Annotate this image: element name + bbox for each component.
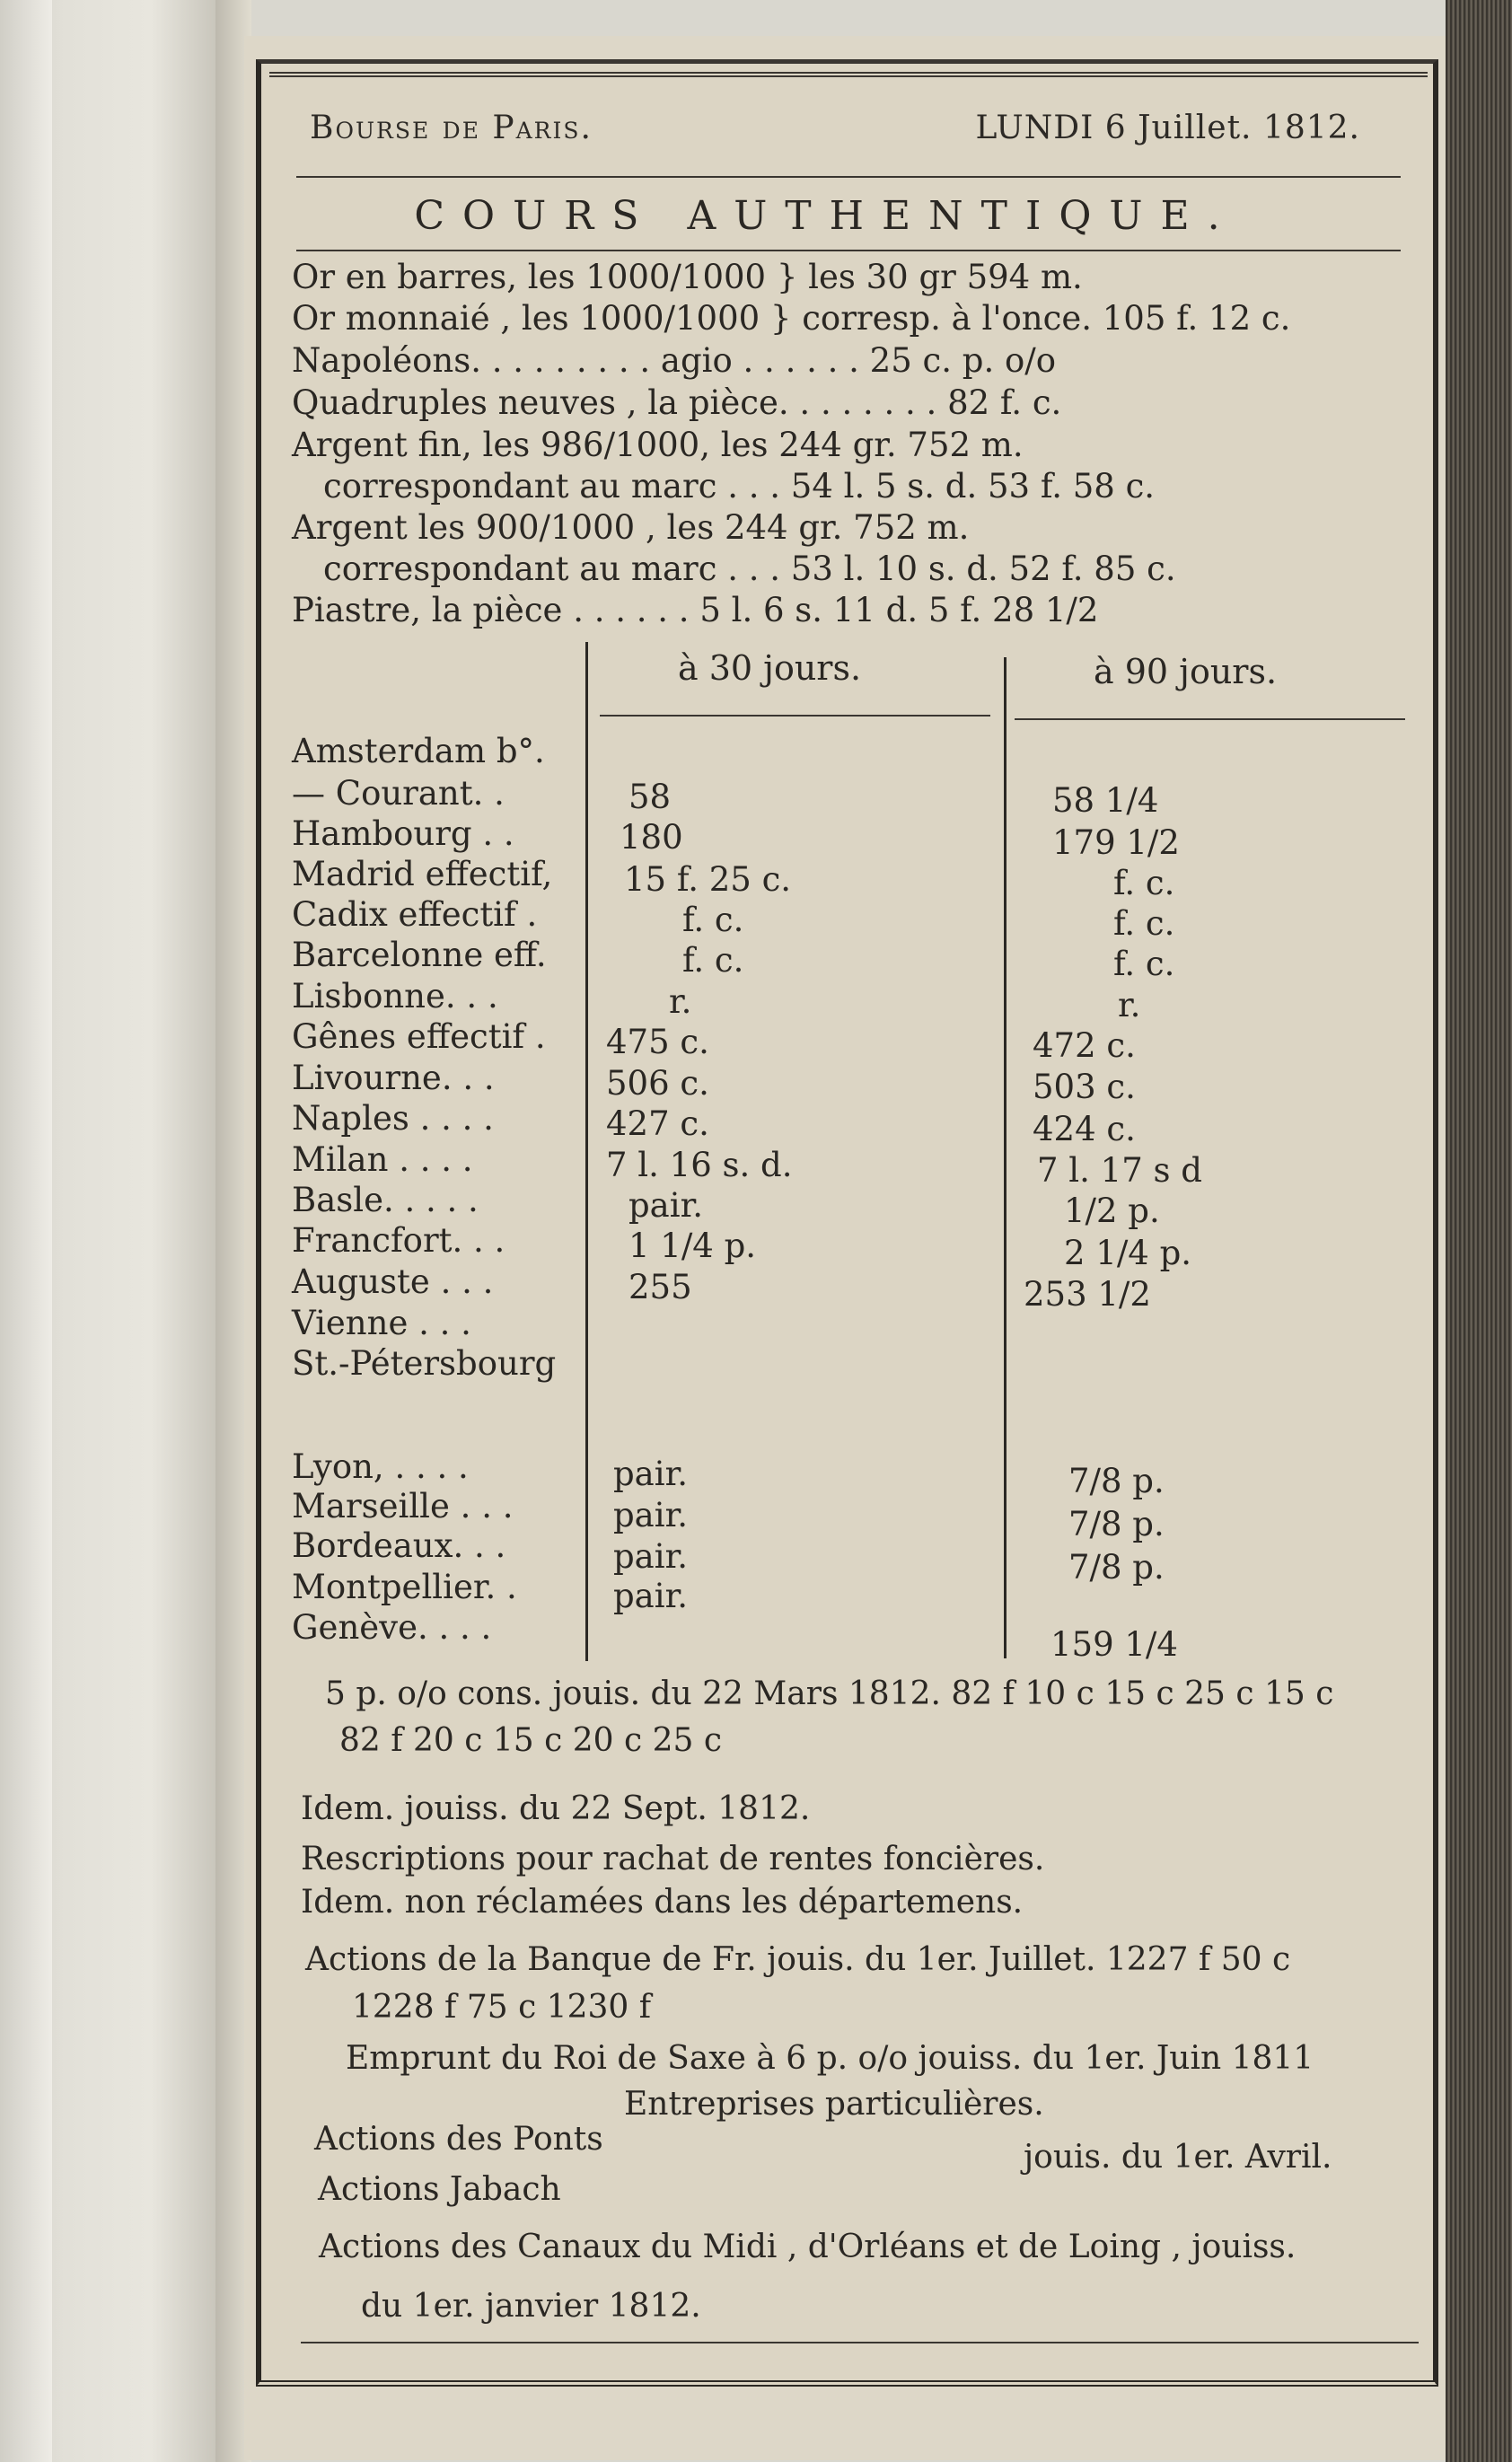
metal-line: Or en barres, les 1000/1000 } les 30 gr 594 m. xyxy=(292,258,1083,296)
rate-30-days: pair. xyxy=(613,1496,688,1534)
city-label: Marseille . . . xyxy=(292,1487,514,1526)
funds-line: Actions de la Banque de Fr. jouis. du 1er. Juillet. 1227 f 50 c xyxy=(305,1941,1291,1978)
city-label: Barcelonne eff. xyxy=(292,936,547,974)
rate-30-days: 1 1/4 p. xyxy=(629,1227,757,1265)
rate-90-days: 1/2 p. xyxy=(1064,1191,1160,1230)
rate-90-days: 253 1/2 xyxy=(1024,1275,1151,1314)
city-label: Genève. . . . xyxy=(292,1608,492,1647)
funds-line: Actions des Ponts xyxy=(314,2121,603,2158)
city-label: Lyon, . . . . xyxy=(292,1447,469,1486)
rate-30-days: f. c. xyxy=(682,901,744,939)
left-cover xyxy=(0,0,52,2462)
rate-90-days: r. xyxy=(1118,986,1141,1024)
city-label: Lisbonne. . . xyxy=(292,977,498,1016)
rate-30-days: 7 l. 16 s. d. xyxy=(606,1146,793,1184)
rate-30-days: 180 xyxy=(620,818,683,857)
metal-line: Napoléons. . . . . . . . . agio . . . . . . 25 c. p. o/o xyxy=(292,341,1056,380)
header-rule xyxy=(296,176,1401,178)
rate-90-days: 503 c. xyxy=(1033,1068,1136,1106)
metal-line: Quadruples neuves , la pièce. . . . . . . . 82 f. c. xyxy=(292,383,1062,422)
page-title: COURS AUTHENTIQUE. xyxy=(414,193,1238,239)
rate-90-days: 179 1/2 xyxy=(1052,823,1180,862)
metal-line: correspondant au marc . . . 54 l. 5 s. d. 53 f. 58 c. xyxy=(323,467,1156,506)
metal-line: Argent fin, les 986/1000, les 244 gr. 752 m. xyxy=(292,426,1024,464)
rate-30-days: 475 c. xyxy=(606,1023,709,1061)
city-label: Amsterdam b°. xyxy=(292,732,545,770)
rate-90-days: f. c. xyxy=(1113,864,1175,902)
metal-line: Piastre, la pièce . . . . . . 5 l. 6 s. 11 d. 5 f. 28 1/2 xyxy=(292,591,1099,629)
city-label: Livourne. . . xyxy=(292,1059,495,1097)
rate-90-days: f. c. xyxy=(1113,904,1175,943)
rate-30-days: 506 c. xyxy=(606,1064,709,1103)
rate-30-days: r. xyxy=(669,982,692,1021)
city-label: — Courant. . xyxy=(292,774,505,813)
funds-line: Idem. jouiss. du 22 Sept. 1812. xyxy=(301,1790,811,1827)
funds-line: du 1er. janvier 1812. xyxy=(361,2288,701,2325)
rate-90-days: 472 c. xyxy=(1033,1026,1136,1065)
header-left: Bourse de Paris. xyxy=(310,110,593,146)
metal-line: correspondant au marc . . . 53 l. 10 s. d. 52 f. 85 c. xyxy=(323,550,1176,588)
funds-line: 1228 f 75 c 1230 f xyxy=(352,1989,652,2026)
funds-line: 82 f 20 c 15 c 20 c 25 c xyxy=(339,1722,723,1759)
funds-line: Actions Jabach xyxy=(318,2171,561,2208)
column-header-rule xyxy=(1015,718,1405,720)
metal-line: Or monnaié , les 1000/1000 } corresp. à l'once. 105 f. 12 c. xyxy=(292,299,1291,338)
rate-30-days: 58 xyxy=(629,778,672,816)
metal-line: Argent les 900/1000 , les 244 gr. 752 m. xyxy=(292,508,970,547)
header-date: LUNDI 6 Juillet. 1812. xyxy=(975,110,1360,146)
funds-line: Idem. non réclamées dans les départemens. xyxy=(301,1884,1024,1921)
section-heading: Entreprises particulières. xyxy=(624,2086,1044,2123)
city-label: Milan . . . . xyxy=(292,1140,473,1179)
city-label: St.-Pétersbourg xyxy=(292,1344,557,1383)
city-label: Madrid effectif, xyxy=(292,855,553,893)
city-label: Basle. . . . . xyxy=(292,1181,479,1219)
city-label: Bordeaux. . . xyxy=(292,1526,506,1565)
column-divider xyxy=(1004,657,1007,1658)
running-head xyxy=(310,110,1360,154)
title-rule xyxy=(296,250,1401,251)
rate-30-days: pair. xyxy=(613,1577,688,1615)
funds-line: 5 p. o/o cons. jouis. du 22 Mars 1812. 82 f 10 c 15 c 25 c 15 c xyxy=(325,1675,1334,1712)
funds-line: Rescriptions pour rachat de rentes foncières. xyxy=(301,1841,1045,1877)
rate-90-days: 7 l. 17 s d xyxy=(1037,1151,1202,1190)
rate-90-days: 424 c. xyxy=(1033,1110,1136,1148)
rate-30-days: 15 f. 25 c. xyxy=(624,860,792,899)
bottom-rule xyxy=(301,2342,1419,2343)
city-label: Hambourg . . xyxy=(292,814,514,853)
rate-30-days: 255 xyxy=(629,1268,692,1306)
column-header-90-days: à 90 jours. xyxy=(1094,652,1278,691)
rate-30-days: pair. xyxy=(613,1455,688,1493)
city-label: Auguste . . . xyxy=(292,1262,494,1301)
funds-line: Actions des Canaux du Midi , d'Orléans et de Loing , jouiss. xyxy=(319,2229,1297,2265)
city-label: Gênes effectif . xyxy=(292,1017,546,1056)
column-divider xyxy=(585,642,588,1661)
rate-30-days: pair. xyxy=(613,1537,688,1576)
page-edges xyxy=(1446,0,1512,2462)
rate-30-days: f. c. xyxy=(682,941,744,980)
rate-30-days: 427 c. xyxy=(606,1104,709,1143)
funds-line: jouis. du 1er. Avril. xyxy=(1024,2139,1332,2176)
column-header-30-days: à 30 jours. xyxy=(678,648,862,688)
city-label: Naples . . . . xyxy=(292,1099,494,1138)
city-label: Francfort. . . xyxy=(292,1221,505,1260)
rate-90-days: 7/8 p. xyxy=(1068,1505,1165,1543)
rate-90-days: 7/8 p. xyxy=(1068,1548,1165,1587)
rate-90-days: 58 1/4 xyxy=(1052,781,1159,820)
rate-90-days: 7/8 p. xyxy=(1068,1462,1165,1500)
rate-30-days: pair. xyxy=(629,1186,703,1225)
rate-90-days: 2 1/4 p. xyxy=(1064,1234,1192,1272)
rate-90-days: f. c. xyxy=(1113,945,1175,983)
top-ornament-rule xyxy=(269,72,1428,77)
rate-90-days: 159 1/4 xyxy=(1050,1625,1178,1664)
city-label: Montpellier. . xyxy=(292,1568,517,1606)
column-header-rule xyxy=(600,715,990,717)
funds-line: Emprunt du Roi de Saxe à 6 p. o/o jouiss. du 1er. Juin 1811 xyxy=(346,2040,1314,2077)
city-label: Vienne . . . xyxy=(292,1304,471,1342)
city-label: Cadix effectif . xyxy=(292,895,538,934)
